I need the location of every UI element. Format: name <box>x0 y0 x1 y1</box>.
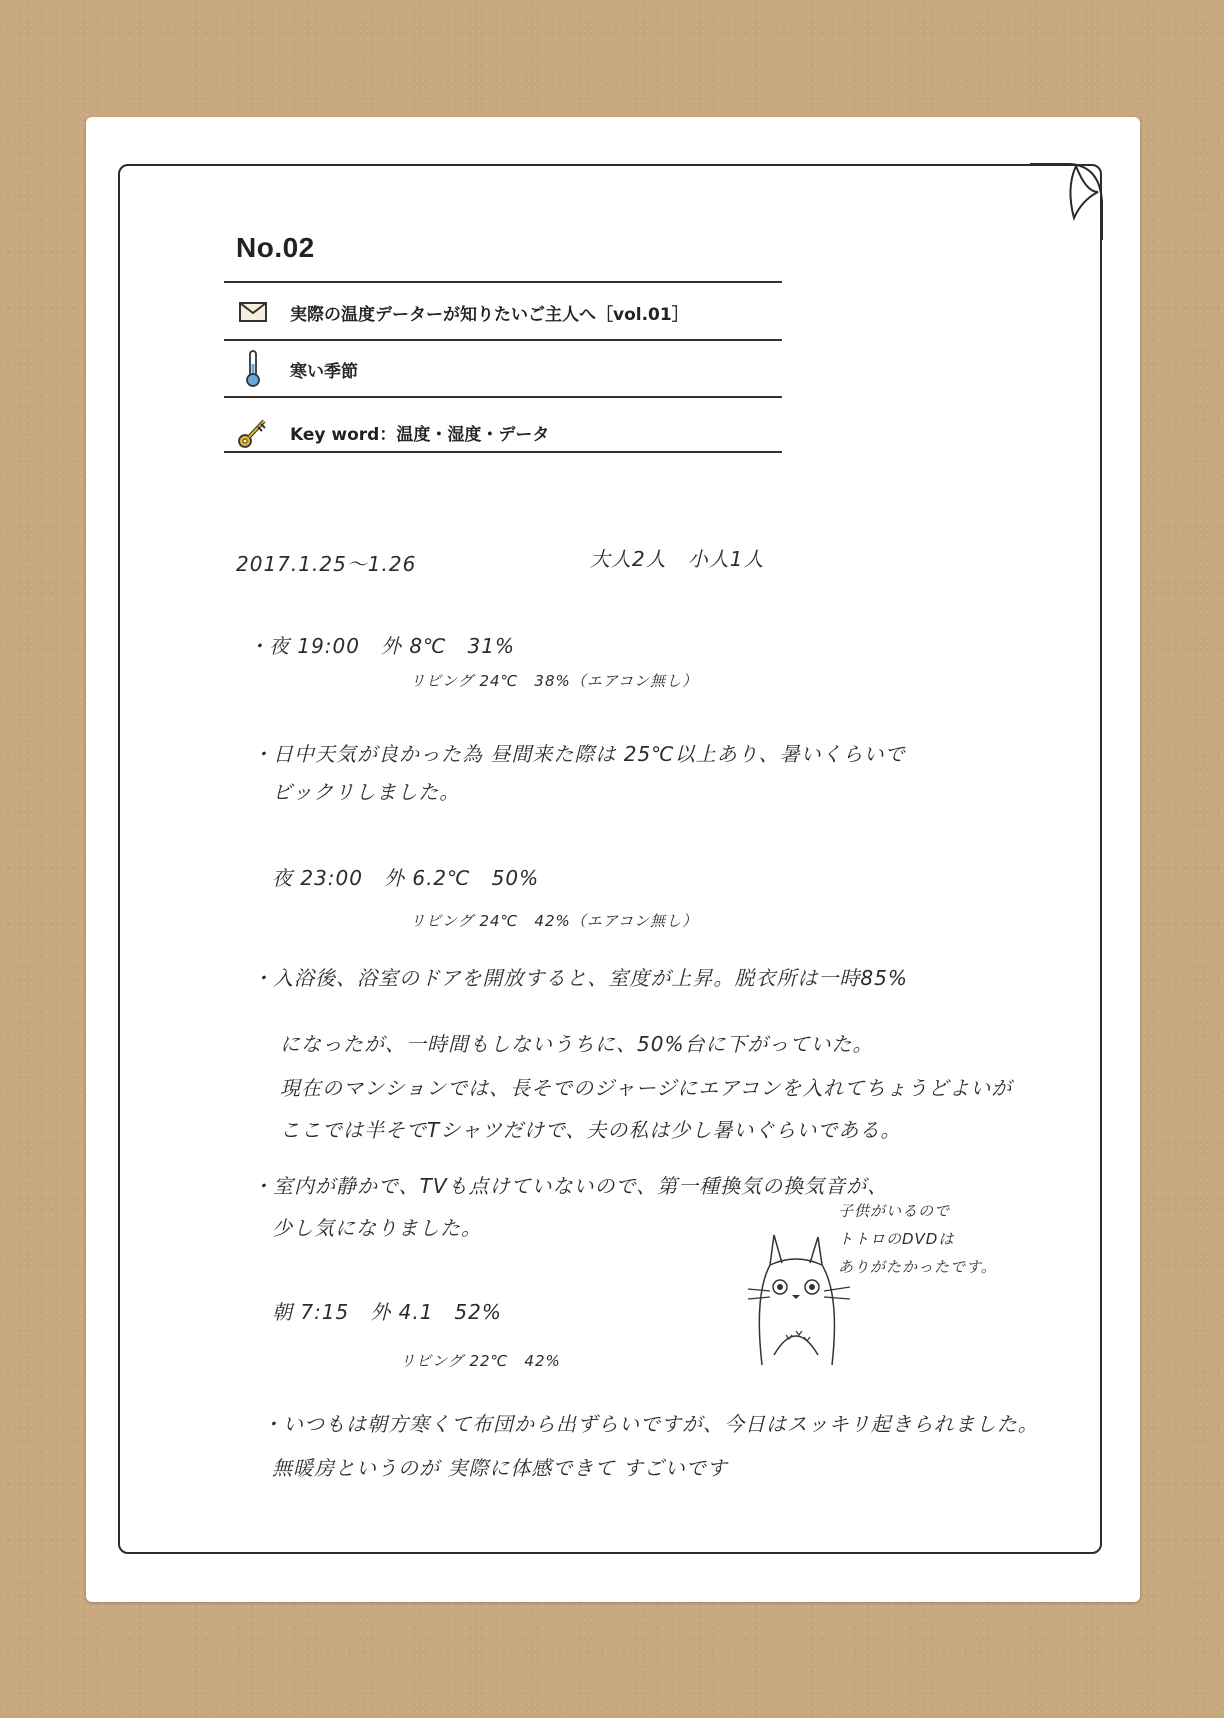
season-text: 寒い季節 <box>290 361 358 382</box>
keywords-text: Key word：温度・湿度・データ <box>290 424 550 445</box>
thermometer-icon <box>236 352 270 386</box>
note-line: ・入浴後、浴室のドアを開放すると、室度が上昇。脱衣所は一時85% <box>252 966 908 990</box>
note-people: 大人2人 小人1人 <box>590 547 765 571</box>
note-line: ビックリしました。 <box>272 780 461 804</box>
divider <box>224 451 782 453</box>
divider <box>224 339 782 341</box>
divider <box>224 396 782 398</box>
note-morning-living: リビング 22℃ 42% <box>400 1352 561 1370</box>
note-line: ・いつもは朝方寒くて布団から出ずらいですが、今日はスッキリ起きられました。 <box>262 1412 1039 1436</box>
sketch-caption: ありがたかったです。 <box>838 1258 997 1276</box>
note-morning-outside: 朝 7:15 外 4.1 52% <box>272 1300 502 1324</box>
note-line: になったが、一時間もしないうちに、50%台に下がっていた。 <box>280 1032 874 1056</box>
note-evening1-living: リビング 24℃ 38%（エアコン無し） <box>410 672 698 690</box>
key-icon <box>236 415 270 449</box>
note-line: ここでは半そでTシャツだけで、夫の私は少し暑いぐらいである。 <box>280 1118 902 1142</box>
page-curl-decoration <box>1030 162 1110 242</box>
header-row-keywords <box>236 410 776 454</box>
header-row-season <box>236 347 776 391</box>
sketch-caption: 子供がいるので <box>838 1202 951 1220</box>
divider <box>224 281 782 283</box>
envelope-icon <box>236 295 270 329</box>
note-line: 無暖房というのが 実際に体感できて すごいです <box>272 1456 728 1480</box>
sketch-caption: トトロのDVDは <box>838 1230 955 1248</box>
note-line: ・日中天気が良かった為 昼間来た際は 25℃以上あり、暑いくらいで <box>252 742 906 766</box>
note-date: 2017.1.25～1.26 <box>236 552 417 576</box>
note-evening2-outside: 夜 23:00 外 6.2℃ 50% <box>272 866 540 890</box>
note-evening2-living: リビング 24℃ 42%（エアコン無し） <box>410 912 698 930</box>
page-number: No.02 <box>236 232 315 263</box>
totoro-sketch-icon <box>740 1225 860 1375</box>
topic-text: 実際の温度データーが知りたいご主人へ［vol.01］ <box>290 304 689 325</box>
note-line: ・室内が静かで、TVも点けていないので、第一種換気の換気音が、 <box>252 1174 889 1198</box>
note-evening1-outside: ・夜 19:00 外 8℃ 31% <box>248 634 515 658</box>
header-row-topic <box>236 290 776 334</box>
note-line: 少し気になりました。 <box>272 1216 482 1240</box>
note-line: 現在のマンションでは、長そでのジャージにエアコンを入れてちょうどよいが <box>280 1076 1013 1100</box>
